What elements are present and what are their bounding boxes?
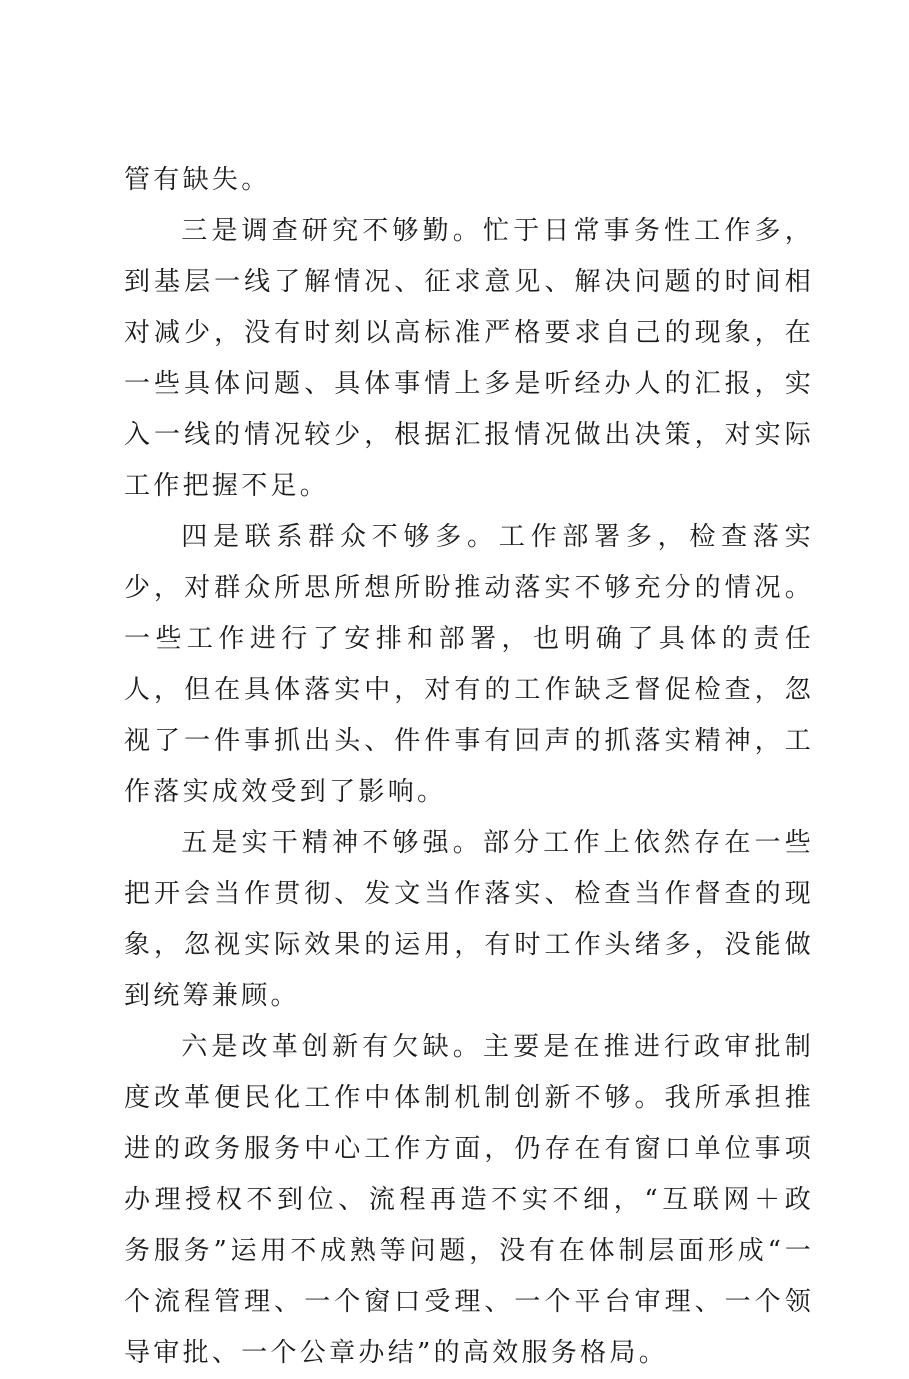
paragraph-reform-innovation: 六是改革创新有欠缺。主要是在推进行政审批制度改革便民化工作中体制机制创新不够。我所承担推进的政务服务中心工作方面，仍存在有窗口单位事项办理授权不到位、流程再造不实不细，“互联网＋政务服务”运用不成熟等问题，没有在体制层面形成“一个流程管理、一个窗口受理、一个平台审理、一个领导审批、一个公章办结”的高效服务格局。 xyxy=(124,1032,814,1368)
paragraph-continuation: 管有缺失。 xyxy=(124,165,271,195)
paragraph-investigation: 三是调查研究不够勤。忙于日常事务性工作多，到基层一线了解情况、征求意见、解决问题的时间相对减少，没有时刻以高标准严格要求自己的现象，在一些具体问题、具体事情上多是听经办人的汇报，实入一线的情况较少，根据汇报情况做出决策，对实际工作把握不足。 xyxy=(124,216,814,501)
paragraph-practical-spirit: 五是实干精神不够强。部分工作上依然存在一些把开会当作贯彻、发文当作落实、检查当作督查的现象，忽视实际效果的运用，有时工作头绪多，没能做到统筹兼顾。 xyxy=(124,828,814,1011)
document-body xyxy=(124,155,814,1379)
paragraph-masses: 四是联系群众不够多。工作部署多，检查落实少，对群众所思所想所盼推动落实不够充分的情况。一些工作进行了安排和部署，也明确了具体的责任人，但在具体落实中，对有的工作缺乏督促检查，忽视了一件事抓出头、件件事有回声的抓落实精神，工作落实成效受到了影响。 xyxy=(124,522,814,807)
